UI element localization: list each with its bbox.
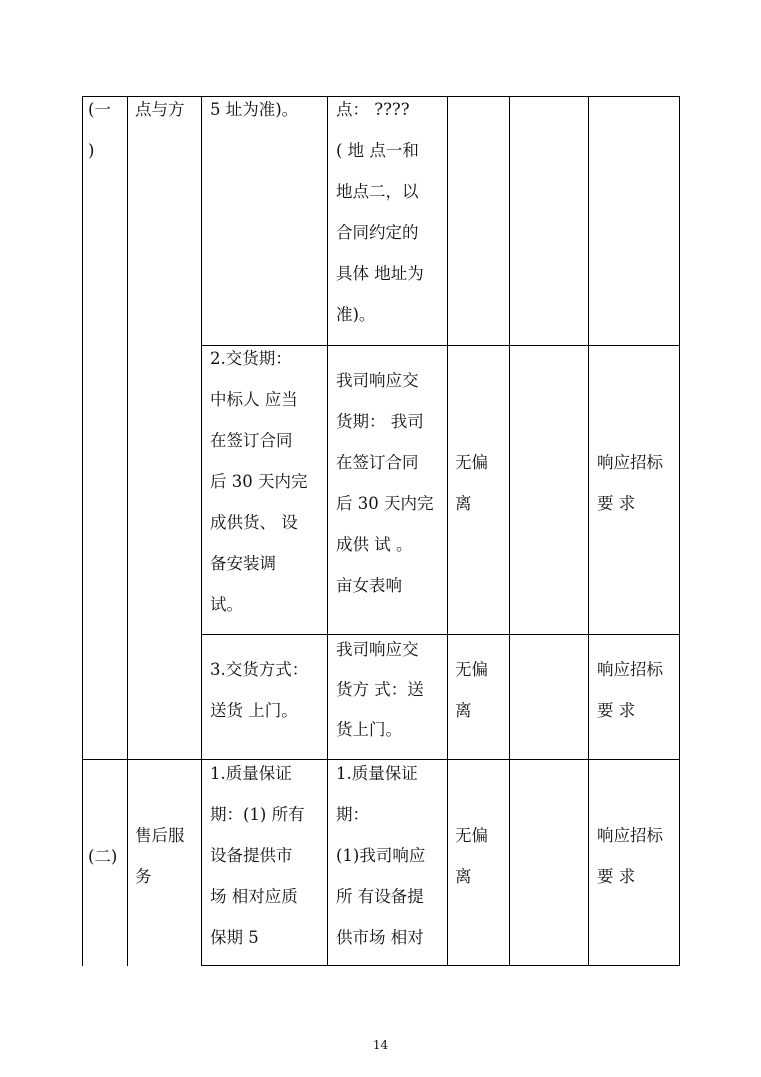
column-divider <box>509 96 510 966</box>
column-divider <box>82 96 83 966</box>
row3-requirement-cell: 3.交货方式： 送货 上门。 <box>210 660 309 720</box>
row2-remark-cell: 响应招标 要 求 <box>597 453 663 513</box>
row4-response-cell: 1.质量保证 期： (1)我司响应 所 有设备提 供市场 相对 <box>336 764 426 947</box>
row1-index-cell: (一 ) <box>88 100 111 160</box>
column-divider <box>201 96 202 966</box>
row3-remark-cell: 响应招标 要 求 <box>597 660 663 720</box>
row1-category-cell: 点与方 <box>135 100 185 119</box>
column-divider <box>327 96 328 966</box>
row4-deviation-cell: 无偏 离 <box>455 826 488 886</box>
row2-response-cell: 我司响应交 货期： 我司 在签订合同 后 30 天内完 成供 试 。 亩女表响 <box>336 371 434 595</box>
table-border-right <box>679 96 680 966</box>
row3-response-cell: 我司响应交 货方 式：送 货上门。 <box>336 640 424 739</box>
row4-remark-cell: 响应招标 要 求 <box>597 826 663 886</box>
row1-requirement-cell: 5 址为准)。 <box>210 100 299 119</box>
row4-category-cell: 售后服 务 <box>135 826 185 886</box>
column-divider <box>588 96 589 966</box>
column-divider <box>447 96 448 966</box>
row2-deviation-cell: 无偏 离 <box>455 453 488 513</box>
row3-deviation-cell: 无偏 离 <box>455 660 488 720</box>
page-number: 14 <box>372 1038 389 1052</box>
row4-requirement-cell: 1.质量保证 期：(1) 所有 设备提供市 场 相对应质 保期 5 <box>210 764 305 947</box>
column-divider <box>127 96 128 966</box>
row2-requirement-cell: 2.交货期： 中标人 应当 在签订合同 后 30 天内完 成供货、 设 备安装调 试。 <box>210 349 308 614</box>
table-border-bottom <box>201 965 680 966</box>
row1-response-cell: 点： ???? ( 地 点一和 地点二，以 合同约定的 具体 地址为 准)。 <box>336 100 424 324</box>
row4-index-cell: (二) <box>88 847 118 866</box>
